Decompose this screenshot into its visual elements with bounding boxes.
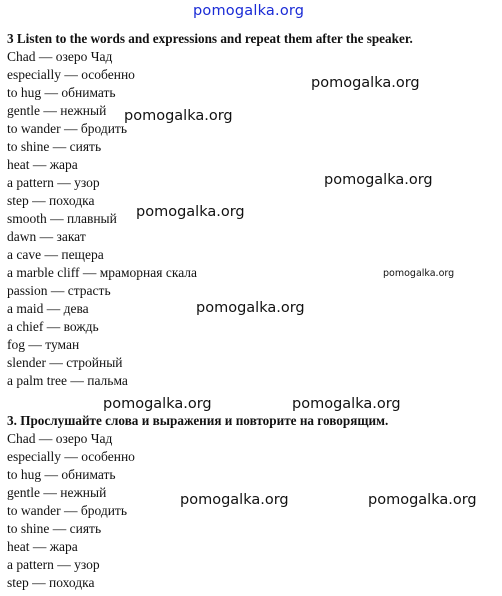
vocab-line: a pattern — узор bbox=[7, 557, 100, 572]
watermark: pomogalka.org bbox=[383, 268, 455, 279]
vocab-line: to hug — обнимать bbox=[7, 85, 116, 100]
vocab-line: fog — туман bbox=[7, 337, 80, 352]
vocab-line: smooth — плавный bbox=[7, 211, 117, 226]
watermark: pomogalka.org bbox=[311, 75, 420, 91]
watermark: pomogalka.org bbox=[324, 172, 433, 188]
watermark: pomogalka.org bbox=[103, 396, 212, 412]
vocab-line: gentle — нежный bbox=[7, 485, 107, 500]
watermark: pomogalka.org bbox=[124, 108, 233, 124]
watermark: pomogalka.org bbox=[368, 492, 477, 508]
vocab-line: a palm tree — пальма bbox=[7, 373, 128, 388]
vocab-line: heat — жара bbox=[7, 539, 78, 554]
vocab-line: to shine — сиять bbox=[7, 139, 102, 154]
vocab-line: step — походка bbox=[7, 575, 95, 590]
vocab-line: a cave — пещера bbox=[7, 247, 104, 262]
vocab-line: to wander — бродить bbox=[7, 121, 127, 136]
vocab-line: a chief — вождь bbox=[7, 319, 99, 334]
vocab-line: a marble cliff — мраморная скала bbox=[7, 265, 198, 280]
vocab-line: to wander — бродить bbox=[7, 503, 127, 518]
vocab-line: dawn — закат bbox=[7, 229, 86, 244]
watermark: pomogalka.org bbox=[196, 300, 305, 316]
watermark: pomogalka.org bbox=[136, 204, 245, 220]
watermark-top: pomogalka.org bbox=[193, 3, 305, 19]
vocab-line: Chad — озеро Чад bbox=[7, 431, 113, 446]
vocab-line: to shine — сиять bbox=[7, 521, 102, 536]
vocab-line: gentle — нежный bbox=[7, 103, 107, 118]
vocab-line: especially — особенно bbox=[7, 449, 135, 464]
vocab-line: especially — особенно bbox=[7, 67, 135, 82]
vocab-line: a maid — дева bbox=[7, 301, 89, 316]
vocab-line: a pattern — узор bbox=[7, 175, 100, 190]
vocab-line: heat — жара bbox=[7, 157, 78, 172]
vocab-line: to hug — обнимать bbox=[7, 467, 116, 482]
vocab-line: slender — стройный bbox=[7, 355, 123, 370]
exercise-heading-russian: 3. Прослушайте слова и выражения и повторите на говорящим. bbox=[7, 413, 389, 428]
watermark: pomogalka.org bbox=[180, 492, 289, 508]
watermark: pomogalka.org bbox=[292, 396, 401, 412]
vocab-line: passion — страсть bbox=[7, 283, 111, 298]
vocab-line: Chad — озеро Чад bbox=[7, 49, 113, 64]
vocab-line: step — походка bbox=[7, 193, 95, 208]
exercise-heading-english: 3 Listen to the words and expressions and repeat them after the speaker. bbox=[7, 31, 413, 46]
